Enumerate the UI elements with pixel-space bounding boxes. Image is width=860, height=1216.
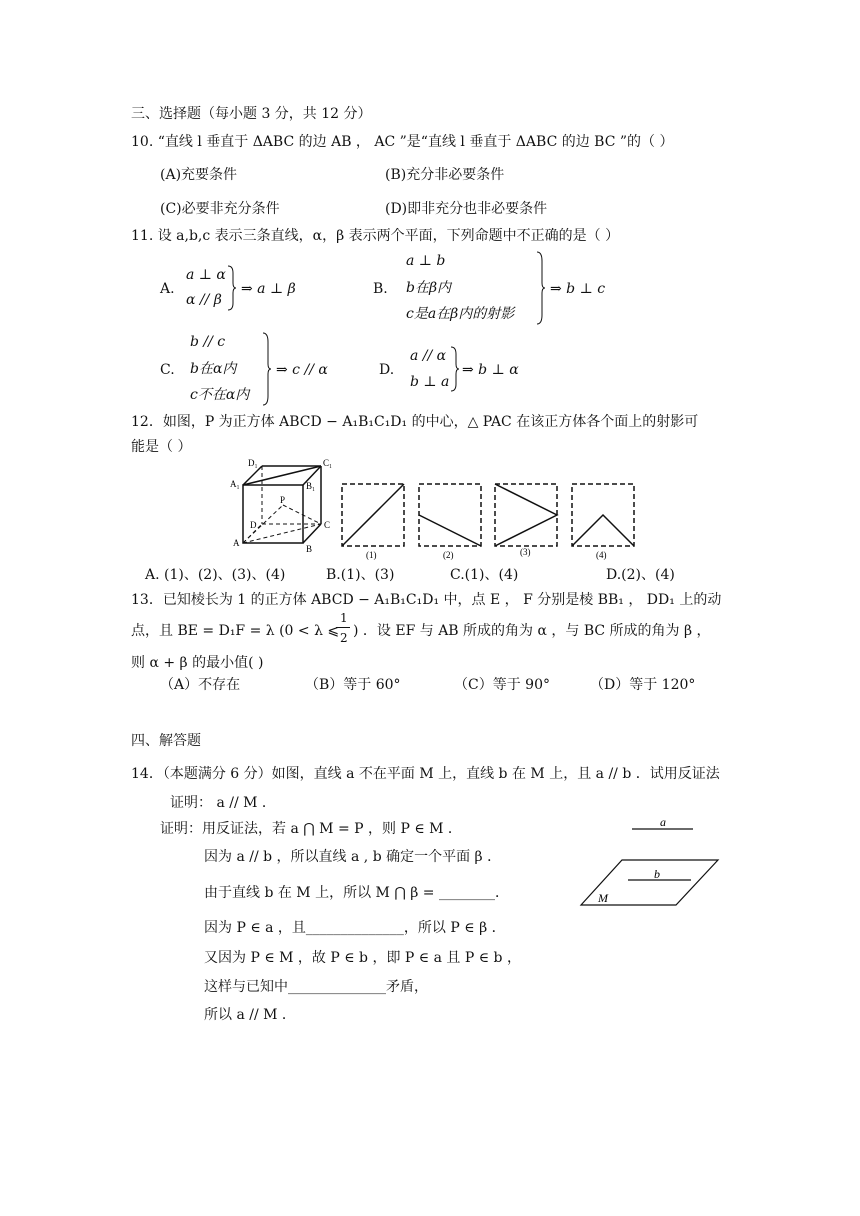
- question-12-stem-line-1: 12．如图，P 为正方体 ABCD − A₁B₁C₁D₁ 的中心，△ PAC 在该正方体各个面上的射影可: [131, 414, 699, 430]
- proof-line-3: 由于直线 b 在 M 上，所以 M ⋂ β = ________．: [204, 885, 509, 901]
- segment-pc: [283, 505, 321, 524]
- section-3-title: 三、选择题（每小题 3 分，共 12 分）: [131, 106, 372, 122]
- projection-panel-4: [571, 483, 635, 563]
- q11-a-conclusion: ⇒ a ⊥ β: [241, 281, 296, 297]
- fraction-numerator: 1: [340, 611, 348, 625]
- q11-b-conclusion: ⇒ b ⊥ c: [550, 281, 606, 297]
- panel-2-label: (2): [443, 550, 454, 560]
- label-d1: D₁: [248, 458, 258, 468]
- label-d: D: [250, 520, 257, 530]
- line-b-label: b: [654, 867, 660, 881]
- label-b: B: [306, 544, 313, 554]
- label-a: A: [233, 538, 240, 548]
- q10-option-c: (C)必要非充分条件: [160, 201, 280, 217]
- question-14-line-2: 证明： a // M ．: [170, 795, 276, 811]
- q11-c-premise-1: b // c: [190, 334, 226, 350]
- q11-c-brace: [262, 332, 272, 406]
- panel-4-label: (4): [596, 550, 607, 560]
- q11-d-conclusion: ⇒ b ⊥ α: [462, 362, 519, 378]
- q11-b-premise-2: b在β内: [406, 280, 452, 296]
- q11-d-brace: [450, 346, 460, 392]
- proof-line-2: 因为 a // b ，所以直线 a , b 确定一个平面 β ．: [204, 849, 502, 865]
- q12-option-c: C.(1)、(4): [450, 567, 519, 583]
- q11-a-premise-1: a ⊥ α: [186, 267, 226, 283]
- edge-bc: [303, 524, 321, 543]
- q13-option-d: （D）等于 120°: [590, 677, 696, 693]
- q11-a-premise-2: α // β: [186, 292, 222, 308]
- line-a-label: a: [660, 815, 666, 829]
- projection-panel-2: [418, 483, 482, 563]
- q11-d-label: D.: [379, 362, 395, 378]
- section-4-title: 四、解答题: [131, 733, 201, 749]
- proof-line-1: 证明：用反证法，若 a ⋂ M = P ，则 P ∈ M ．: [160, 821, 462, 837]
- q11-b-premise-1: a ⊥ b: [406, 253, 446, 269]
- panel-3-label: (3): [520, 547, 531, 557]
- q11-d-premise-2: b ⊥ a: [410, 374, 450, 390]
- question-13-line-2-part-1: 点，且 BE = D₁F = λ (0 < λ ⩽: [131, 623, 340, 639]
- q11-b-brace: [536, 251, 546, 325]
- q11-b-label: B.: [373, 281, 388, 297]
- label-p: P: [280, 495, 286, 505]
- question-12-stem-line-2: 能是（ ）: [131, 439, 192, 455]
- question-13-line-3: 则 α + β 的最小值( ): [131, 655, 264, 671]
- cube-figure: [230, 458, 333, 554]
- proof-line-6: 这样与已知中______________矛盾，: [204, 979, 428, 995]
- q11-a-brace: [227, 265, 237, 311]
- q10-option-b: (B)充分非必要条件: [385, 167, 505, 183]
- projection-panel-3: [494, 483, 558, 563]
- front-face: [243, 485, 303, 543]
- q11-c-premise-3: c不在α内: [190, 387, 250, 403]
- panel-1-label: (1): [366, 550, 377, 560]
- projection-panel-1: [341, 483, 405, 563]
- question-13-line-2-part-2: ) ．设 EF 与 AB 所成的角为 α ，与 BC 所成的角为 β ，: [353, 623, 711, 639]
- plane-figure: [580, 812, 720, 912]
- q11-a-label: A.: [160, 281, 175, 297]
- fraction-bar: [336, 627, 350, 628]
- q13-option-c: （C）等于 90°: [454, 677, 550, 693]
- q13-option-b: （B）等于 60°: [305, 677, 401, 693]
- q11-d-premise-1: a // α: [410, 348, 447, 364]
- q11-c-conclusion: ⇒ c // α: [276, 362, 328, 378]
- question-14-line-1: 14．（本题满分 6 分）如图，直线 a 不在平面 M 上，直线 b 在 M 上，且 a // b ．试用反证法: [131, 766, 720, 782]
- proof-line-4: 因为 P ∈ a ，且______________，所以 P ∈ β ．: [204, 920, 506, 936]
- q12-option-b: B.(1)、(3): [326, 567, 395, 583]
- proof-line-7: 所以 a // M ．: [204, 1007, 296, 1023]
- question-10-stem: 10. “直线 l 垂直于 ΔABC 的边 AB ， AC ”是“直线 l 垂直于 ΔABC 的边 BC ”的（ ）: [131, 134, 674, 150]
- label-c: C: [324, 520, 331, 530]
- proof-line-5: 又因为 P ∈ M ，故 P ∈ b ，即 P ∈ a 且 P ∈ b ，: [204, 950, 521, 966]
- plane-m-label: M: [598, 891, 608, 905]
- question-13-line-1: 13．已知棱长为 1 的正方体 ABCD − A₁B₁C₁D₁ 中，点 E ， F 分别是棱 BB₁ ， DD₁ 上的动: [131, 592, 722, 608]
- q11-c-label: C.: [160, 362, 175, 378]
- question-11-stem: 11. 设 a,b,c 表示三条直线，α，β 表示两个平面，下列命题中不正确的是（ ）: [131, 228, 620, 244]
- label-c1: C₁: [323, 458, 333, 468]
- q10-option-d: (D)即非充分也非必要条件: [385, 201, 548, 217]
- label-a1: A₁: [230, 479, 240, 489]
- q13-option-a: （A）不存在: [160, 677, 241, 693]
- q10-option-a: (A)充要条件: [160, 167, 238, 183]
- q11-b-premise-3: c是a在β内的射影: [406, 306, 515, 322]
- q11-c-premise-2: b在α内: [190, 361, 237, 377]
- label-b1: B₁: [306, 481, 316, 491]
- q12-option-d: D.(2)、(4): [606, 567, 675, 583]
- q12-option-a: A. (1)、(2)、(3)、(4): [145, 567, 286, 583]
- fraction-denominator: 2: [340, 631, 348, 645]
